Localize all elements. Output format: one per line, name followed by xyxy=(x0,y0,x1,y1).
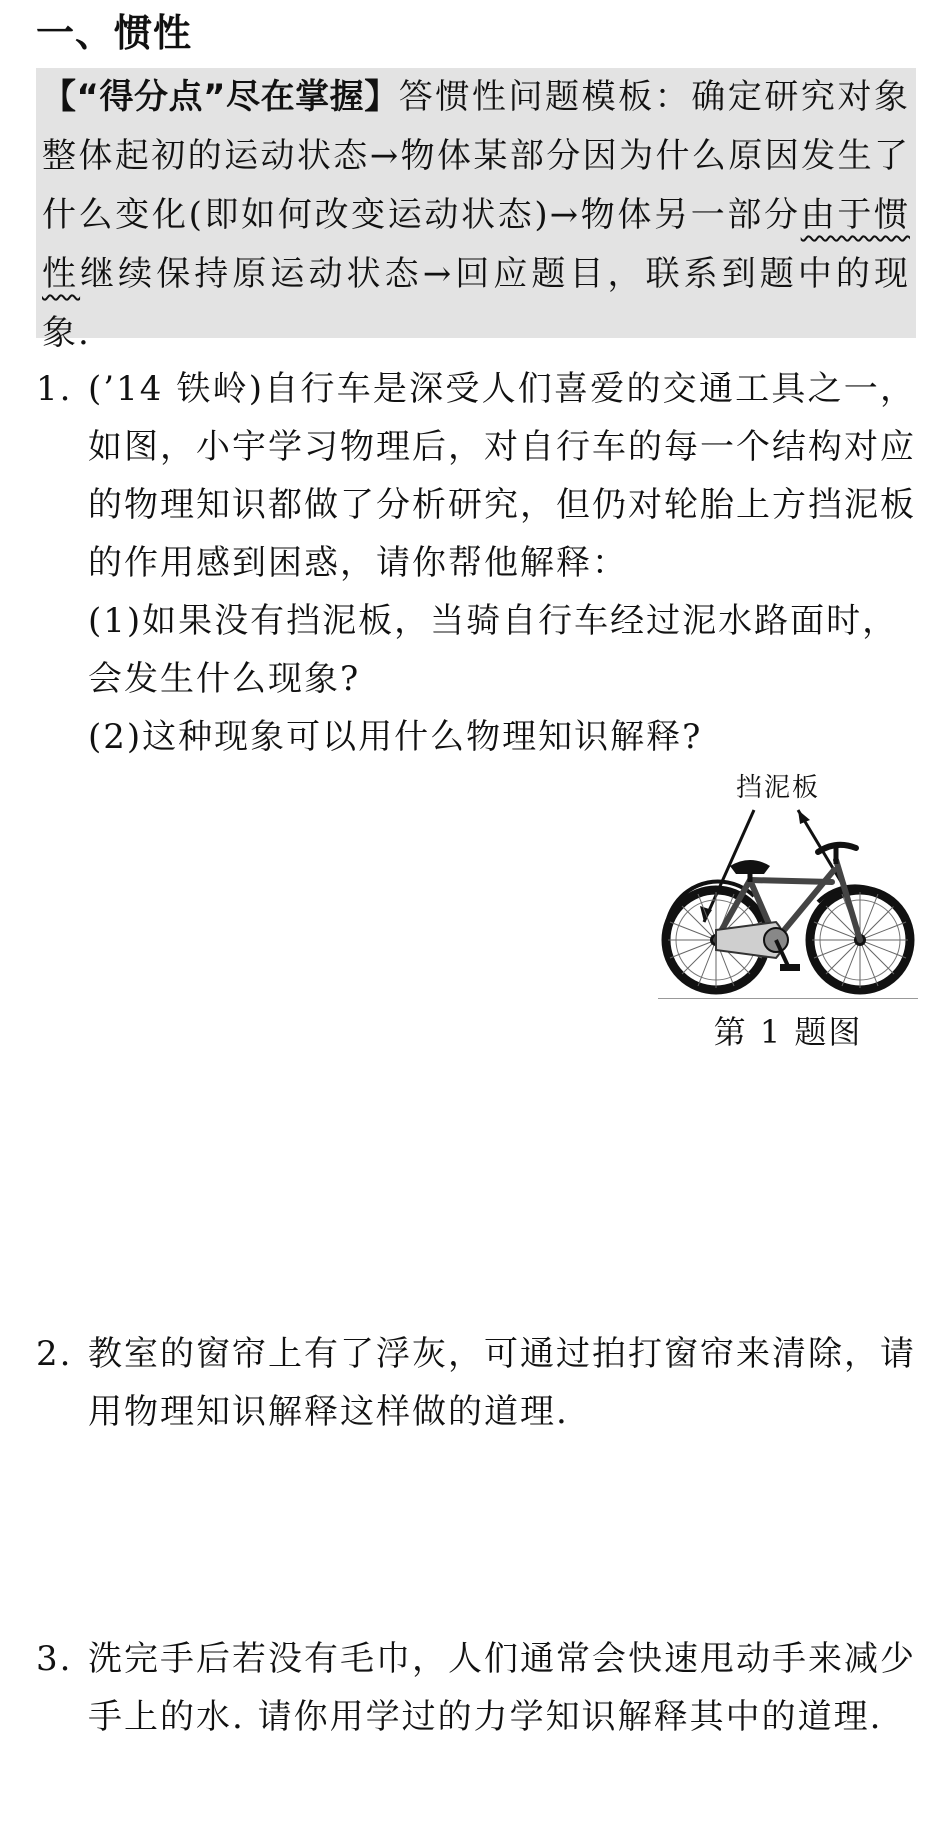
tip-label: 【“得分点”尽在掌握】 xyxy=(42,77,399,117)
question-number: 1. xyxy=(36,369,73,409)
tip-text-before: 答惯性问题模板：确定研究对象整体起初的运动状态→物体某部分因为什么原因发生了什么变化(即如何改变运动状态)→物体另一部分 xyxy=(42,77,910,235)
question-body: 洗完手后若没有毛巾，人们通常会快速甩动手来减少手上的水. 请你用学过的力学知识解释其中的道理. xyxy=(88,1639,916,1737)
tip-box xyxy=(36,68,916,353)
figure-bicycle xyxy=(658,770,918,1070)
section-title: 一、惯性 xyxy=(36,11,193,55)
question-body: (’14 铁岭)自行车是深受人们喜爱的交通工具之一，如图，小宇学习物理后，对自行车的每一个结构对应的物理知识都做了分析研究，但仍对轮胎上方挡泥板的作用感到困惑，请你帮他解释： xyxy=(88,369,916,583)
question-number: 2. xyxy=(36,1334,73,1374)
tip-text-after: 继续保持原运动状态→回应题目，联系到题中的现象. xyxy=(42,254,910,353)
question-number: 3. xyxy=(36,1639,73,1679)
question-3 xyxy=(36,1630,916,1746)
question-part-1: (1)如果没有挡泥板，当骑自行车经过泥水路面时，会发生什么现象? xyxy=(88,601,899,699)
question-body: 教室的窗帘上有了浮灰，可通过拍打窗帘来清除，请用物理知识解释这样做的道理. xyxy=(88,1334,916,1432)
figure-divider xyxy=(658,998,918,999)
figure-caption: 第 1 题图 xyxy=(713,1013,863,1051)
question-2 xyxy=(36,1325,916,1441)
question-part-2: (2)这种现象可以用什么物理知识解释? xyxy=(88,717,703,757)
figure-label-mudguard: 挡泥板 xyxy=(735,773,820,803)
tip-emphasis: 由于惯性 xyxy=(42,195,910,294)
question-1 xyxy=(36,360,916,766)
